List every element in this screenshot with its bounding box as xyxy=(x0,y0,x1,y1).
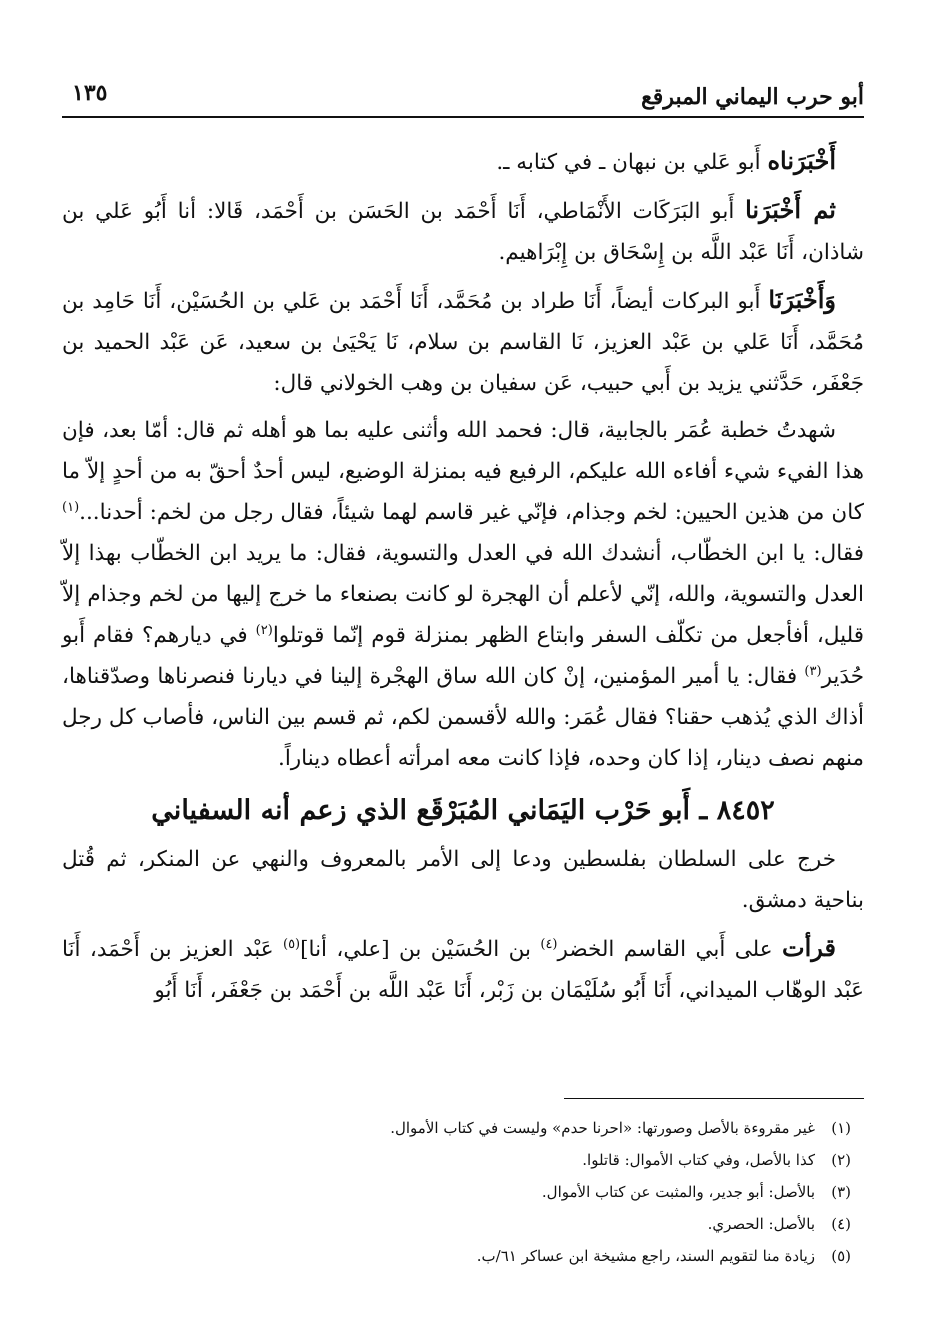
paragraph-text: فقال: يا ابن الخطّاب، أنشدك الله في العدل والتسوية، فقال: ما يريد ابن الخطّاب بهذا إلاّ العدل والتسوية، والله، إنّي لأعلم أن الهجرة لو كانت بصنعاء ما خرج إليها من لخم وجذام إلاّ قليل، أفأجعل من تكلّف السفر وابتاع الظهر بمنزلة قوم إنّما قوتلوا xyxy=(62,541,864,648)
footnote-ref: (٢) xyxy=(255,622,273,638)
footnote-text: غير مقروءة بالأصل وصورتها: «احرنا حدم» وليست في كتاب الأموال. xyxy=(390,1119,815,1137)
main-text xyxy=(62,140,864,1017)
paragraph-text: خرج على السلطان بفلسطين ودعا إلى الأمر بالمعروف والنهي عن المنكر، ثم قُتل بناحية دمشق. xyxy=(62,847,864,913)
paragraph-text: بن الحُسَيْن بن [علي، أنا] xyxy=(300,937,541,962)
isnad-keyword: قرأت xyxy=(782,933,837,962)
paragraph xyxy=(62,927,864,1011)
footnote-divider xyxy=(564,1098,864,1099)
footnote-number: (٤) xyxy=(831,1215,851,1233)
footnote-text: زيادة منا لتقويم السند، راجع مشيخة ابن عساكر ٦١/ب. xyxy=(476,1247,815,1265)
running-title: أبو حرب اليماني المبرقع xyxy=(641,84,864,110)
footnote-text: بالأصل: الحصري. xyxy=(707,1215,815,1233)
paragraph xyxy=(62,140,864,183)
footnote xyxy=(62,1240,851,1272)
footnote-number: (٣) xyxy=(831,1183,851,1201)
page-number: ١٣٥ xyxy=(72,80,108,106)
footnote-number: (٢) xyxy=(831,1151,851,1169)
isnad-keyword: وَأَخْبَرَنَا xyxy=(768,285,836,314)
footnote-ref: (٥) xyxy=(282,936,301,952)
footnote-ref: (٣) xyxy=(804,663,822,679)
page-header xyxy=(62,72,864,118)
paragraph-text: أَبو البركات أيضاً، أَنَا طراد بن مُحَمَّد، أَنَا أَحْمَد بن عَلي بن الحُسَيْن، أَنَا حَامِد بن مُحَمَّد، أَنَا عَلي بن عَبْد العزيز، نَا القاسم بن سلام، نَا يَحْيَىٰ بن سعيد، عَن عَبْد الحميد بن جَعْفَر، حَدَّثني يزيد بن أَبي حبيب، عَن سفيان بن وهب الخولاني قال: xyxy=(62,289,864,396)
entry-heading: ٨٤٥٢ ـ أَبو حَرْب اليَمَاني المُبَرْقَع الذي زعم أنه السفياني xyxy=(151,795,775,826)
paragraph-text: في ديارهم؟ فقام أَبو حُدَير xyxy=(62,623,864,689)
paragraph-text: على أَبي القاسم الخضر xyxy=(557,937,783,962)
paragraph xyxy=(62,189,864,273)
paragraph xyxy=(62,410,864,779)
footnote-number: (٥) xyxy=(831,1247,851,1265)
footnote xyxy=(62,1144,851,1176)
paragraph-text: أَبو عَلي بن نبهان ـ في كتابه ـ. xyxy=(496,150,768,175)
footnote-ref: (١) xyxy=(62,499,80,515)
footnote-number: (١) xyxy=(831,1119,851,1137)
footnote-ref: (٤) xyxy=(540,936,558,952)
paragraph xyxy=(62,279,864,404)
footnote xyxy=(62,1112,851,1144)
footnotes xyxy=(62,1112,851,1272)
paragraph-text: فقال: يا أمير المؤمنين، إنْ كان الله ساق الهجْرة إلينا في ديارنا فنصرناها وصدّقناها، أذاك الذي يُذهب حقنا؟ فقال عُمَر: والله لأقسمن لكم، ثم قسم بين الناس، فأصاب كل رجل منهم نصف دينار، إذا كان وحده، فإذا كانت معه امرأته أعطاه ديناراً. xyxy=(62,664,864,771)
footnote xyxy=(62,1176,851,1208)
footnote-text: بالأصل: أبو جدير، والمثبت عن كتاب الأموال. xyxy=(541,1183,815,1201)
footnote xyxy=(62,1208,851,1240)
footnote-text: كذا بالأصل، وفي كتاب الأموال: قاتلوا. xyxy=(582,1151,815,1169)
paragraph-text: عَبْد العزيز بن أَحْمَد، أَنَا عَبْد الوهّاب الميداني، أَنَا أَبُو سُلَيْمَان بن زَبْر، أَنَا عَبْد اللَّه بن أَحْمَد بن جَعْفَر، أَنَا أَبُو xyxy=(62,937,864,1003)
isnad-keyword: ثم أَخْبَرَنا xyxy=(745,195,836,224)
paragraph-text: شهدتُ خطبة عُمَر بالجابية، قال: فحمد الله وأثنى عليه بما هو أهله ثم قال: أمّا بعد، فإن هذا الفيء شيء أفاءه الله عليكم، الرفيع فيه بمنزلة الوضيع، ليس أحدٌ أحقّ به من أحدٍ إلاّ ما كان من هذين الحيين: لخم وجذام، فإنّي غير قاسم لهما شيئاً، فقال رجل من لخم: أحدنا... xyxy=(62,418,864,525)
paragraph xyxy=(62,839,864,921)
paragraph-text: أَبو البَرَكَات الأَنْمَاطي، أَنَا أَحْمَد بن الحَسَن بن أَحْمَد، قَالا: أنا أَبُو عَلي بن شاذان، أَنَا عَبْد اللَّه بن إِسْحَاق بن إِبْرَاهيم. xyxy=(62,199,864,265)
isnad-keyword: أَخْبَرَناه xyxy=(767,146,836,175)
